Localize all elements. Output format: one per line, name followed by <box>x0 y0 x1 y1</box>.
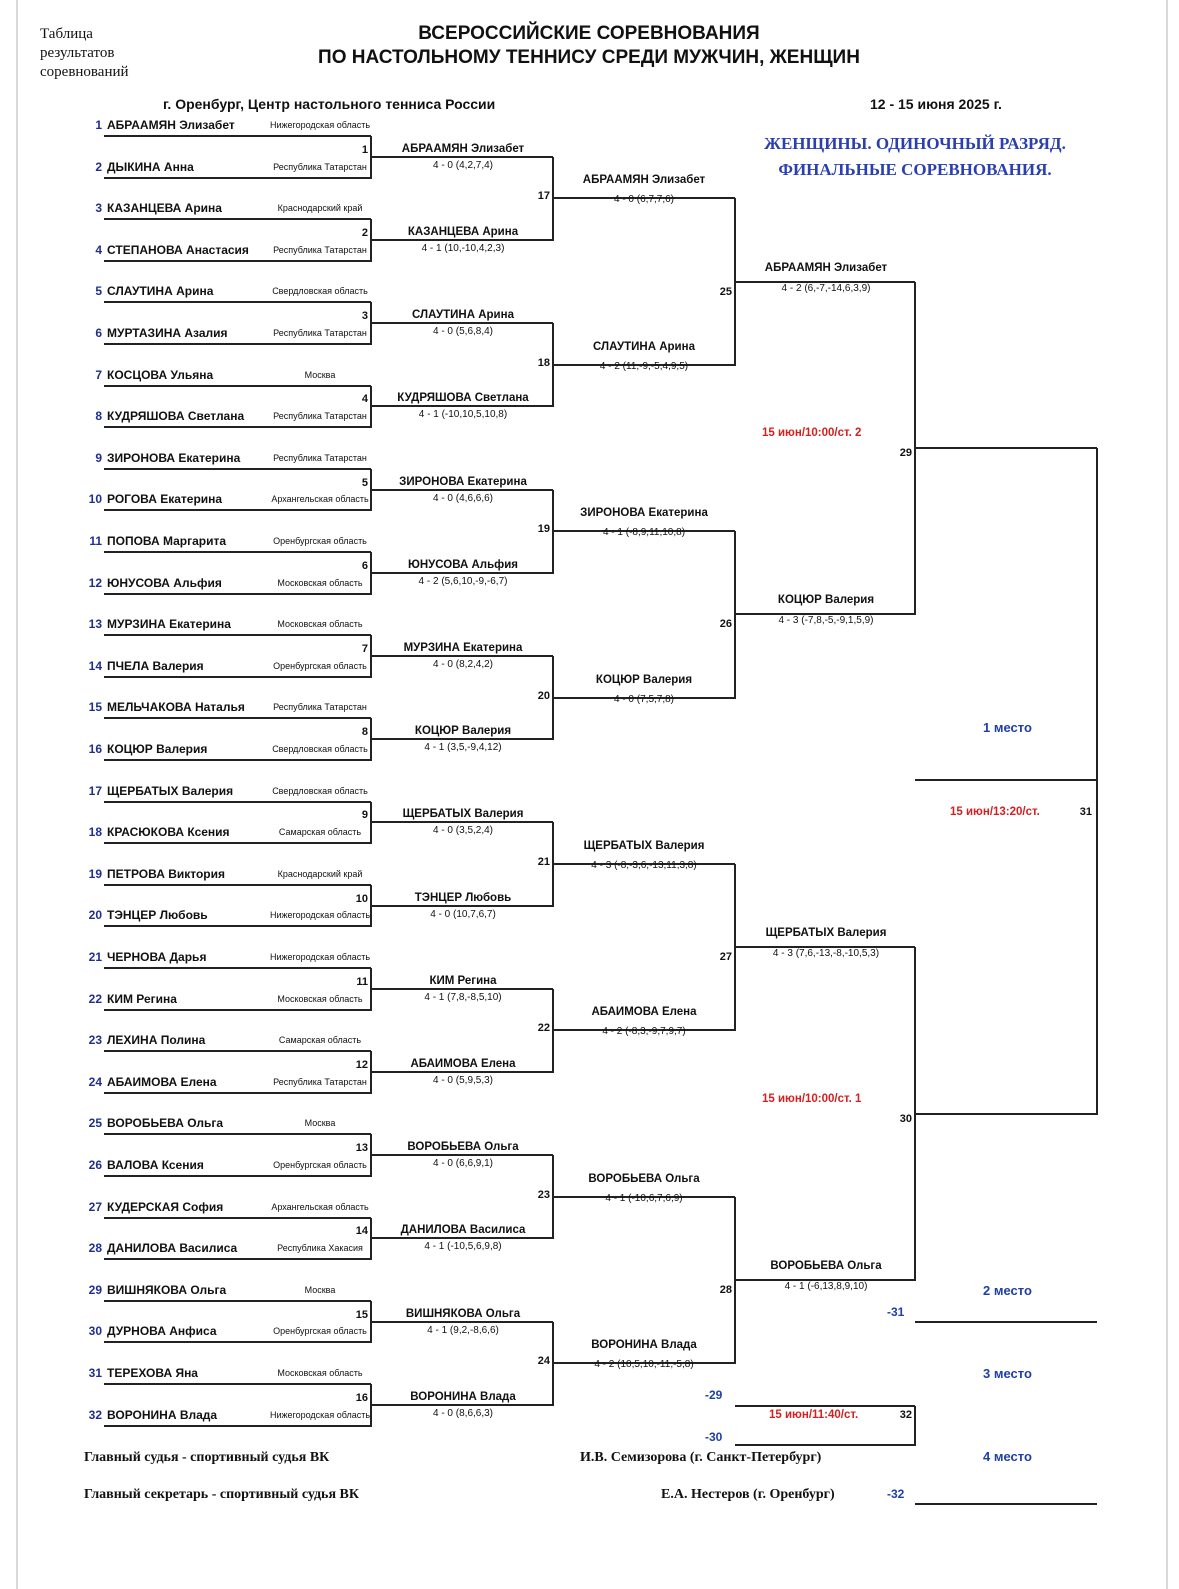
r1-match-number: 9 <box>361 809 368 822</box>
player-line <box>104 676 371 678</box>
r2-match-number: 24 <box>537 1355 550 1368</box>
chief-judge-label: Главный судья - спортивный судья ВК <box>84 1450 330 1465</box>
r2-winner-name: ЩЕРБАТЫХ Валерия <box>583 840 705 852</box>
player-number: 18 <box>88 825 102 840</box>
player-name: ВИШНЯКОВА Ольга <box>107 1282 227 1297</box>
r2-score: 4 - 2 (10,5,10,-11,-5,8) <box>594 1359 694 1371</box>
player-region: Московская область <box>277 619 363 630</box>
second-place-label: 2 место <box>983 1283 1032 1298</box>
player-number: 8 <box>95 409 102 424</box>
player-region: Республика Татарстан <box>273 1076 367 1087</box>
player-name: АБРААМЯН Элизабет <box>107 118 235 132</box>
player-number: 26 <box>88 1158 102 1172</box>
final-connector <box>1096 448 1098 1115</box>
r1-winner-line <box>371 738 553 740</box>
r2-winner-name: АБАИМОВА Елена <box>591 1006 697 1019</box>
player-line <box>104 1217 371 1219</box>
player-line <box>104 1009 371 1011</box>
r1-match-number: 3 <box>361 310 368 323</box>
semifinal-winner-line <box>915 1113 1097 1115</box>
r1-winner-name: АБРААМЯН Элизабет <box>401 142 525 155</box>
player-name: ЛЕХИНА Полина <box>107 1033 206 1048</box>
r1-winner-name: КАЗАНЦЕВА Арина <box>407 226 519 238</box>
player-number: 12 <box>88 575 102 590</box>
r3-winner-name: ЩЕРБАТЫХ Валерия <box>765 927 887 940</box>
r1-match-number: 16 <box>355 1391 368 1404</box>
r1-winner-name: ТЭНЦЕР Любовь <box>414 891 512 904</box>
r2-match-number: 23 <box>537 1188 550 1201</box>
player-region: Оренбургская область <box>273 1326 367 1337</box>
r1-winner-name: ЩЕРБАТЫХ Валерия <box>402 808 524 821</box>
second-place-ref: -31 <box>887 1305 905 1319</box>
player-line <box>104 551 371 553</box>
player-line <box>104 1133 371 1135</box>
player-name: АБАИМОВА Елена <box>107 1074 217 1089</box>
player-region: Свердловская область <box>272 785 368 796</box>
player-number: 30 <box>88 1324 102 1339</box>
player-line <box>104 593 371 595</box>
player-number: 25 <box>88 1116 102 1131</box>
r1-match-number: 14 <box>355 1225 368 1238</box>
player-number: 28 <box>88 1241 102 1256</box>
r1-score: 4 - 0 (6,6,9,1) <box>432 1158 494 1170</box>
player-line <box>104 301 371 303</box>
player-region: Краснодарский край <box>277 203 363 214</box>
r1-score: 4 - 0 (10,7,6,7) <box>430 908 496 920</box>
player-line <box>104 260 371 262</box>
player-number: 14 <box>88 658 102 673</box>
first-place-line <box>915 779 1097 781</box>
player-name: КУДЕРСКАЯ София <box>107 1199 224 1214</box>
r1-winner-line <box>371 239 553 241</box>
player-name: ВОРОБЬЕВА Ольга <box>107 1116 224 1131</box>
player-region: Оренбургская область <box>273 660 367 671</box>
category-line-2: ФИНАЛЬНЫЕ СОРЕВНОВАНИЯ. <box>778 160 1052 179</box>
player-region: Московская область <box>277 577 363 588</box>
player-name: КРАСЮКОВА Ксения <box>107 825 230 840</box>
third-place-connector <box>914 1406 916 1446</box>
player-region: Оренбургская область <box>273 536 367 546</box>
player-number: 31 <box>88 1366 102 1380</box>
third-place-line-a <box>735 1405 915 1407</box>
player-region: Свердловская область <box>272 744 368 754</box>
page-title <box>239 22 939 70</box>
player-number: 19 <box>88 866 102 881</box>
player-name: СЛАУТИНА Арина <box>107 284 214 299</box>
r2-score: 4 - 1 (-10,6,7,6,9) <box>605 1192 683 1204</box>
r1-score: 4 - 1 (7,8,-8,5,10) <box>424 991 502 1003</box>
r1-winner-line <box>371 988 553 990</box>
r1-winner-line <box>371 655 553 657</box>
player-line <box>104 1425 371 1427</box>
r2-winner-name: АБРААМЯН Элизабет <box>582 174 706 187</box>
player-region: Республика Татарстан <box>273 702 367 713</box>
player-region: Краснодарский край <box>277 868 363 879</box>
third-place-ref-b: -30 <box>705 1430 723 1444</box>
category-line-1: ЖЕНЩИНЫ. ОДИНОЧНЫЙ РАЗРЯД. <box>764 134 1066 153</box>
r1-score: 4 - 0 (8,6,6,3) <box>432 1407 494 1419</box>
player-line <box>104 717 371 719</box>
r1-winner-name: МУРЗИНА Екатерина <box>403 642 523 654</box>
r1-score: 4 - 0 (8,2,4,2) <box>432 659 494 670</box>
player-number: 32 <box>88 1407 102 1422</box>
player-number: 16 <box>88 742 102 756</box>
player-line <box>104 343 371 345</box>
r1-winner-name: ДАНИЛОВА Василиса <box>400 1224 526 1237</box>
r3-score: 4 - 1 (-6,13,8,9,10) <box>784 1281 868 1292</box>
r1-score: 4 - 0 (5,6,8,4) <box>432 326 494 338</box>
player-number: 7 <box>95 367 102 382</box>
third-place-ref-a: -29 <box>705 1388 723 1402</box>
r2-winner-name: ВОРОБЬЕВА Ольга <box>588 1172 700 1185</box>
player-number: 1 <box>95 118 102 132</box>
player-name: ЧЕРНОВА Дарья <box>107 950 207 964</box>
r2-score: 4 - 0 (7,5,7,8) <box>613 693 675 705</box>
r2-match-number: 19 <box>537 523 550 536</box>
player-number: 13 <box>88 617 102 632</box>
player-region: Самарская область <box>278 827 362 838</box>
r1-winner-name: ВОРОНИНА Влада <box>410 1390 516 1403</box>
r1-match-number: 7 <box>361 643 368 655</box>
r1-match-number: 11 <box>356 975 368 988</box>
r2-match-number: 21 <box>537 856 550 868</box>
r1-winner-line <box>371 156 553 158</box>
player-name: ДАНИЛОВА Василиса <box>107 1241 238 1256</box>
player-region: Оренбургская область <box>273 1160 367 1170</box>
player-region: Республика Татарстан <box>273 452 367 463</box>
r1-score: 4 - 1 (-10,5,6,9,8) <box>424 1241 502 1253</box>
player-line <box>104 801 371 803</box>
doc-type-line-2: результатов <box>40 45 115 61</box>
player-name: ДУРНОВА Анфиса <box>107 1324 217 1339</box>
player-line <box>104 884 371 886</box>
player-region: Нижегородская область <box>269 910 371 921</box>
player-line <box>104 1258 371 1260</box>
r1-score: 4 - 0 (4,6,6,6) <box>432 492 494 504</box>
doc-type-line-3: соревнований <box>40 64 129 80</box>
r2-match-number: 22 <box>537 1022 550 1035</box>
player-name: МУРЗИНА Екатерина <box>107 617 231 632</box>
chief-secretary-label: Главный секретарь - спортивный судья ВК <box>84 1487 360 1502</box>
player-number: 17 <box>88 783 102 798</box>
player-region: Самарская область <box>278 1035 362 1046</box>
final-match-number: 31 <box>1079 806 1092 818</box>
player-line <box>104 218 371 220</box>
player-line <box>104 1341 371 1343</box>
player-line <box>104 426 371 428</box>
r3-score: 4 - 3 (7,6,-13,-8,-10,5,3) <box>772 948 880 960</box>
r1-winner-name: КОЦЮР Валерия <box>414 725 512 738</box>
final-schedule: 15 июн/13:20/ст. <box>950 806 1040 818</box>
third-place-match-number: 32 <box>899 1409 912 1421</box>
r1-winner-name: АБАИМОВА Елена <box>410 1058 516 1070</box>
semifinal-schedule: 15 июн/10:00/ст. 1 <box>762 1092 862 1105</box>
r1-score: 4 - 0 (5,9,5,3) <box>432 1075 494 1086</box>
r1-winner-line <box>371 489 553 491</box>
r1-winner-line <box>371 1071 553 1073</box>
r2-score: 4 - 0 (6,7,7,6) <box>613 194 675 206</box>
player-number: 9 <box>95 450 102 465</box>
player-region: Москва <box>304 1284 336 1295</box>
r3-match-number: 28 <box>719 1284 732 1296</box>
player-number: 5 <box>95 284 102 299</box>
r1-match-number: 1 <box>361 143 368 156</box>
r1-winner-line <box>371 1154 553 1156</box>
player-name: МЕЛЬЧАКОВА Наталья <box>107 700 245 715</box>
player-line <box>104 385 371 387</box>
player-number: 11 <box>89 534 102 548</box>
player-region: Республика Татарстан <box>273 328 367 338</box>
second-place-line <box>915 1321 1097 1323</box>
r2-score: 4 - 3 (-8,-3,6,-13,11,3,8) <box>591 860 697 871</box>
player-region: Республика Татарстан <box>273 411 367 422</box>
player-region: Архангельская область <box>271 1201 369 1212</box>
r1-winner-line <box>371 1404 553 1406</box>
title-line-1: ВСЕРОССИЙСКИЕ СОРЕВНОВАНИЯ <box>418 23 760 44</box>
player-region: Свердловская область <box>272 286 368 297</box>
r3-match-number: 26 <box>719 618 732 631</box>
chief-secretary-name: Е.А. Нестеров (г. Оренбург) <box>661 1487 835 1502</box>
player-line <box>104 177 371 179</box>
r1-match-number: 6 <box>361 559 368 572</box>
player-region: Москва <box>304 369 336 380</box>
player-line <box>104 1383 371 1385</box>
player-name: ПЕТРОВА Виктория <box>107 866 226 881</box>
player-name: КАЗАНЦЕВА Арина <box>107 201 222 216</box>
r1-match-number: 15 <box>355 1308 368 1321</box>
r2-score: 4 - 1 (-8,9,11,10,8) <box>602 527 686 539</box>
player-name: КОЦЮР Валерия <box>107 742 208 756</box>
player-number: 4 <box>95 242 102 257</box>
player-region: Республика Татарстан <box>273 161 367 172</box>
player-region: Московская область <box>277 1368 363 1378</box>
third-place-line-b <box>735 1444 915 1446</box>
r2-score: 4 - 2 (-8,3,-9,7,9,7) <box>602 1026 686 1038</box>
player-region: Архангельская область <box>271 494 369 505</box>
player-region: Московская область <box>277 993 363 1004</box>
r3-match-number: 25 <box>719 285 732 298</box>
fourth-place-line <box>915 1503 1097 1505</box>
doc-type-line-1: Таблица <box>40 26 93 42</box>
r1-winner-name: ВОРОБЬЕВА Ольга <box>407 1141 519 1154</box>
r1-score: 4 - 1 (9,2,-8,6,6) <box>427 1324 499 1336</box>
player-name: ПЧЕЛА Валерия <box>107 658 204 673</box>
third-place-schedule: 15 июн/11:40/ст. <box>769 1409 859 1421</box>
r1-winner-name: ЗИРОНОВА Екатерина <box>399 475 527 488</box>
chief-judge-name: И.В. Семизорова (г. Санкт-Петербург) <box>580 1450 822 1465</box>
r3-winner-name: АБРААМЯН Элизабет <box>764 261 888 274</box>
player-region: Республика Татарстан <box>273 244 367 255</box>
semifinal-match-number: 30 <box>899 1112 912 1125</box>
player-name: КУДРЯШОВА Светлана <box>107 409 245 424</box>
r3-winner-name: КОЦЮР Валерия <box>777 594 875 607</box>
r1-score: 4 - 1 (3,5,-9,4,12) <box>424 742 502 754</box>
player-line <box>104 1300 371 1302</box>
player-line <box>104 509 371 511</box>
doc-type-note <box>40 25 129 82</box>
title-line-2: ПО НАСТОЛЬНОМУ ТЕННИСУ СРЕДИ МУЖЧИН, ЖЕНЩИН <box>318 47 860 68</box>
player-name: ЩЕРБАТЫХ Валерия <box>107 783 234 798</box>
player-name: ЗИРОНОВА Екатерина <box>107 450 241 465</box>
r3-score: 4 - 2 (6,-7,-14,6,3,9) <box>781 282 871 294</box>
category-title <box>705 131 1125 183</box>
player-line <box>104 1175 371 1177</box>
fourth-place-ref: -32 <box>887 1487 905 1501</box>
r1-match-number: 10 <box>355 892 368 905</box>
r2-score: 4 - 2 (11,-9,-5,4,9,5) <box>599 360 689 372</box>
r2-winner-name: ЗИРОНОВА Екатерина <box>580 507 708 520</box>
r1-winner-line <box>371 572 553 574</box>
player-number: 23 <box>88 1033 102 1048</box>
player-line <box>104 842 371 844</box>
r1-winner-name: КУДРЯШОВА Светлана <box>397 392 529 405</box>
r1-match-number: 12 <box>355 1059 368 1071</box>
r1-score: 4 - 2 (5,6,10,-9,-6,7) <box>418 575 508 587</box>
player-number: 21 <box>88 950 102 964</box>
player-name: КОСЦОВА Ульяна <box>107 367 214 382</box>
player-name: МУРТАЗИНА Азалия <box>107 326 228 340</box>
r3-match-number: 27 <box>719 951 732 964</box>
player-number: 15 <box>88 700 102 715</box>
player-line <box>104 925 371 927</box>
r3-score: 4 - 3 (-7,8,-5,-9,1,5,9) <box>778 615 874 627</box>
r1-winner-line <box>371 1237 553 1239</box>
r1-match-number: 2 <box>361 227 368 239</box>
r1-winner-line <box>371 821 553 823</box>
r1-winner-line <box>371 905 553 907</box>
dates: 12 - 15 июня 2025 г. <box>870 96 1002 112</box>
first-place-label: 1 место <box>983 720 1032 735</box>
player-line <box>104 1050 371 1052</box>
player-region: Нижегородская область <box>269 952 371 962</box>
player-name: РОГОВА Екатерина <box>107 492 223 507</box>
r1-score: 4 - 1 (10,-10,4,2,3) <box>421 243 505 254</box>
r3-winner-name: ВОРОБЬЕВА Ольга <box>770 1260 882 1272</box>
r1-match-number: 4 <box>361 393 368 406</box>
player-number: 29 <box>88 1282 102 1297</box>
r2-match-number: 20 <box>537 689 550 702</box>
semifinal-match-number: 29 <box>899 447 912 459</box>
player-name: ЮНУСОВА Альфия <box>107 575 222 590</box>
semifinal-winner-line <box>915 447 1097 449</box>
player-name: ТЕРЕХОВА Яна <box>107 1366 198 1380</box>
r1-winner-name: ВИШНЯКОВА Ольга <box>405 1307 521 1320</box>
player-line <box>104 759 371 761</box>
player-region: Нижегородская область <box>269 1409 371 1420</box>
player-number: 6 <box>95 326 102 340</box>
r1-winner-line <box>371 322 553 324</box>
player-number: 20 <box>88 908 102 923</box>
player-name: ТЭНЦЕР Любовь <box>107 908 208 923</box>
r1-score: 4 - 1 (-10,10,5,10,8) <box>418 409 508 421</box>
player-number: 2 <box>95 159 102 174</box>
r2-match-number: 18 <box>537 356 550 369</box>
player-name: ПОПОВА Маргарита <box>107 534 227 548</box>
player-name: ВАЛОВА Ксения <box>107 1158 204 1172</box>
r1-winner-name: ЮНУСОВА Альфия <box>407 558 519 571</box>
r1-score: 4 - 0 (4,2,7,4) <box>432 159 494 171</box>
r1-match-number: 13 <box>355 1142 368 1155</box>
player-name: ВОРОНИНА Влада <box>107 1407 218 1422</box>
player-name: КИМ Регина <box>107 991 177 1006</box>
venue: г. Оренбург, Центр настольного тенниса России <box>163 96 496 112</box>
player-line <box>104 468 371 470</box>
player-number: 22 <box>88 991 102 1006</box>
player-number: 3 <box>95 201 102 216</box>
r1-winner-name: КИМ Регина <box>429 974 497 987</box>
r1-winner-name: СЛАУТИНА Арина <box>412 309 514 322</box>
r1-winner-line <box>371 405 553 407</box>
r2-winner-name: СЛАУТИНА Арина <box>593 340 695 353</box>
fourth-place-label: 4 место <box>983 1449 1032 1464</box>
third-place-label: 3 место <box>983 1366 1032 1381</box>
r1-match-number: 5 <box>361 476 368 489</box>
r1-score: 4 - 0 (3,5,2,4) <box>432 825 494 837</box>
r1-match-number: 8 <box>361 726 368 739</box>
r2-winner-name: ВОРОНИНА Влада <box>591 1339 697 1352</box>
player-region: Москва <box>304 1118 336 1129</box>
player-line <box>104 634 371 636</box>
player-number: 24 <box>88 1074 102 1089</box>
player-name: СТЕПАНОВА Анастасия <box>107 242 249 257</box>
player-number: 10 <box>88 492 102 507</box>
player-line <box>104 1092 371 1094</box>
player-region: Республика Хакасия <box>277 1243 363 1254</box>
r2-match-number: 17 <box>537 190 550 203</box>
player-region: Нижегородская область <box>269 120 371 130</box>
r2-winner-name: КОЦЮР Валерия <box>595 673 693 686</box>
semifinal-schedule: 15 июн/10:00/ст. 2 <box>762 427 862 439</box>
r1-winner-line <box>371 1321 553 1323</box>
player-line <box>104 135 371 137</box>
player-name: ДЫКИНА Анна <box>107 159 194 174</box>
player-line <box>104 967 371 969</box>
player-number: 27 <box>88 1199 102 1214</box>
